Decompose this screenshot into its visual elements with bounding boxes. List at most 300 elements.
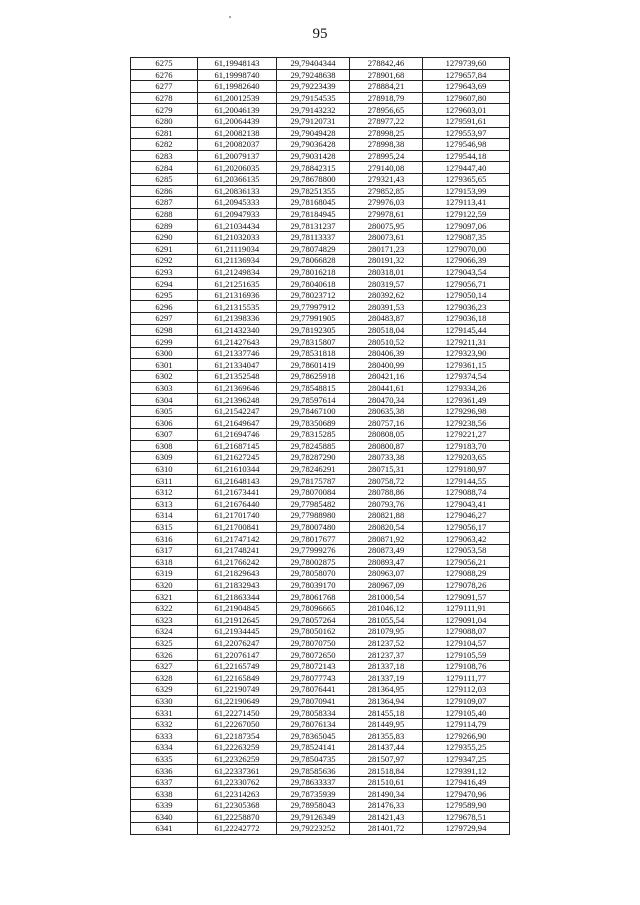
point-number-cell: 6329 [131,684,198,696]
table-row [131,707,510,719]
y-coordinate-cell: 1279111,77 [423,672,510,684]
x-coordinate-cell: 280470,34 [350,394,423,406]
table-row [131,382,510,394]
table-row [131,150,510,162]
longitude-cell: 29,78350689 [277,417,350,429]
y-coordinate-cell: 1279053,58 [423,544,510,556]
latitude-cell: 61,22314263 [198,788,277,800]
y-coordinate-cell: 1279063,42 [423,533,510,545]
longitude-cell: 29,78039170 [277,579,350,591]
latitude-cell: 61,21337746 [198,347,277,359]
x-coordinate-cell: 281490,34 [350,788,423,800]
longitude-cell: 29,78315285 [277,429,350,441]
point-number-cell: 6323 [131,614,198,626]
latitude-cell: 61,21249834 [198,266,277,278]
x-coordinate-cell: 280483,87 [350,313,423,325]
latitude-cell: 61,20012539 [198,92,277,104]
latitude-cell: 61,19948143 [198,58,277,70]
point-number-cell: 6305 [131,405,198,417]
table-row [131,208,510,220]
latitude-cell: 61,21748241 [198,544,277,556]
latitude-cell: 61,21829643 [198,568,277,580]
y-coordinate-cell: 1279088,74 [423,486,510,498]
y-coordinate-cell: 1279144,55 [423,475,510,487]
latitude-cell: 61,22190649 [198,695,277,707]
point-number-cell: 6294 [131,278,198,290]
point-number-cell: 6282 [131,139,198,151]
x-coordinate-cell: 281055,54 [350,614,423,626]
table-row [131,660,510,672]
x-coordinate-cell: 280392,62 [350,289,423,301]
longitude-cell: 29,78735939 [277,788,350,800]
longitude-cell: 29,77988980 [277,510,350,522]
x-coordinate-cell: 278842,46 [350,58,423,70]
longitude-cell: 29,78076134 [277,718,350,730]
y-coordinate-cell: 1279553,97 [423,127,510,139]
x-coordinate-cell: 280406,39 [350,347,423,359]
latitude-cell: 61,20836133 [198,185,277,197]
point-number-cell: 6299 [131,336,198,348]
x-coordinate-cell: 280073,61 [350,231,423,243]
longitude-cell: 29,78058070 [277,568,350,580]
table-row [131,637,510,649]
y-coordinate-cell: 1279078,26 [423,579,510,591]
x-coordinate-cell: 280715,31 [350,463,423,475]
latitude-cell: 61,21934445 [198,626,277,638]
point-number-cell: 6279 [131,104,198,116]
table-row [131,544,510,556]
table-row [131,695,510,707]
latitude-cell: 61,20945333 [198,197,277,209]
latitude-cell: 61,20947933 [198,208,277,220]
table-row [131,255,510,267]
x-coordinate-cell: 281421,43 [350,811,423,823]
point-number-cell: 6304 [131,394,198,406]
table-row [131,776,510,788]
y-coordinate-cell: 1279056,21 [423,556,510,568]
latitude-cell: 61,20079137 [198,150,277,162]
latitude-cell: 61,21542247 [198,405,277,417]
x-coordinate-cell: 279978,61 [350,208,423,220]
scan-speck [229,16,231,18]
y-coordinate-cell: 1279036,23 [423,301,510,313]
y-coordinate-cell: 1279066,39 [423,255,510,267]
table-row [131,591,510,603]
point-number-cell: 6335 [131,753,198,765]
y-coordinate-cell: 1279203,65 [423,452,510,464]
x-coordinate-cell: 279140,08 [350,162,423,174]
point-number-cell: 6285 [131,173,198,185]
longitude-cell: 29,78315807 [277,336,350,348]
longitude-cell: 29,78072650 [277,649,350,661]
point-number-cell: 6331 [131,707,198,719]
longitude-cell: 29,78076441 [277,684,350,696]
point-number-cell: 6321 [131,591,198,603]
x-coordinate-cell: 280757,16 [350,417,423,429]
longitude-cell: 29,78066828 [277,255,350,267]
page-number: 95 [312,26,328,42]
longitude-cell: 29,78633337 [277,776,350,788]
y-coordinate-cell: 1279221,27 [423,429,510,441]
y-coordinate-cell: 1279043,41 [423,498,510,510]
y-coordinate-cell: 1279036,18 [423,313,510,325]
latitude-cell: 61,22258870 [198,811,277,823]
point-number-cell: 6310 [131,463,198,475]
point-number-cell: 6340 [131,811,198,823]
y-coordinate-cell: 1279113,41 [423,197,510,209]
y-coordinate-cell: 1279211,31 [423,336,510,348]
table-row [131,197,510,209]
y-coordinate-cell: 1279111,91 [423,602,510,614]
table-row [131,463,510,475]
y-coordinate-cell: 1279447,40 [423,162,510,174]
point-number-cell: 6326 [131,649,198,661]
latitude-cell: 61,21648143 [198,475,277,487]
longitude-cell: 29,78625918 [277,371,350,383]
latitude-cell: 61,21610344 [198,463,277,475]
point-number-cell: 6277 [131,81,198,93]
coordinates-table [130,57,510,835]
longitude-cell: 29,78077743 [277,672,350,684]
table-row [131,92,510,104]
point-number-cell: 6276 [131,69,198,81]
longitude-cell: 29,78096665 [277,602,350,614]
longitude-cell: 29,78597614 [277,394,350,406]
table-row [131,533,510,545]
y-coordinate-cell: 1279105,59 [423,649,510,661]
longitude-cell: 29,79404344 [277,58,350,70]
latitude-cell: 61,21316936 [198,289,277,301]
longitude-cell: 29,78251355 [277,185,350,197]
x-coordinate-cell: 278918,79 [350,92,423,104]
y-coordinate-cell: 1279334,26 [423,382,510,394]
y-coordinate-cell: 1279109,07 [423,695,510,707]
table-row [131,765,510,777]
x-coordinate-cell: 280518,04 [350,324,423,336]
latitude-cell: 61,21396248 [198,394,277,406]
x-coordinate-cell: 278977,22 [350,115,423,127]
y-coordinate-cell: 1279374,54 [423,371,510,383]
table-row [131,162,510,174]
table-row [131,498,510,510]
latitude-cell: 61,22337361 [198,765,277,777]
y-coordinate-cell: 1279591,61 [423,115,510,127]
x-coordinate-cell: 280319,57 [350,278,423,290]
x-coordinate-cell: 281337,19 [350,672,423,684]
x-coordinate-cell: 279976,03 [350,197,423,209]
point-number-cell: 6336 [131,765,198,777]
latitude-cell: 61,21119034 [198,243,277,255]
longitude-cell: 29,78246291 [277,463,350,475]
x-coordinate-cell: 281046,12 [350,602,423,614]
longitude-cell: 29,78016218 [277,266,350,278]
latitude-cell: 61,22305368 [198,800,277,812]
y-coordinate-cell: 1279391,12 [423,765,510,777]
y-coordinate-cell: 1279544,18 [423,150,510,162]
y-coordinate-cell: 1279416,49 [423,776,510,788]
table-row [131,127,510,139]
y-coordinate-cell: 1279470,96 [423,788,510,800]
longitude-cell: 29,78585636 [277,765,350,777]
point-number-cell: 6338 [131,788,198,800]
table-row [131,336,510,348]
table-row [131,684,510,696]
longitude-cell: 29,78531818 [277,347,350,359]
longitude-cell: 29,78365045 [277,730,350,742]
table-row [131,104,510,116]
latitude-cell: 61,21673441 [198,486,277,498]
point-number-cell: 6317 [131,544,198,556]
longitude-cell: 29,79031428 [277,150,350,162]
point-number-cell: 6287 [131,197,198,209]
point-number-cell: 6275 [131,58,198,70]
latitude-cell: 61,20206035 [198,162,277,174]
x-coordinate-cell: 280733,38 [350,452,423,464]
y-coordinate-cell: 1279091,04 [423,614,510,626]
x-coordinate-cell: 279852,85 [350,185,423,197]
table-row [131,243,510,255]
latitude-cell: 61,21352548 [198,371,277,383]
longitude-cell: 29,77999276 [277,544,350,556]
table-row [131,301,510,313]
x-coordinate-cell: 278884,21 [350,81,423,93]
table-row [131,475,510,487]
y-coordinate-cell: 1279087,35 [423,231,510,243]
x-coordinate-cell: 279321,43 [350,173,423,185]
x-coordinate-cell: 280873,49 [350,544,423,556]
longitude-cell: 29,78023712 [277,289,350,301]
y-coordinate-cell: 1279153,99 [423,185,510,197]
y-coordinate-cell: 1279145,44 [423,324,510,336]
latitude-cell: 61,21687145 [198,440,277,452]
longitude-cell: 29,78131237 [277,220,350,232]
y-coordinate-cell: 1279296,98 [423,405,510,417]
point-number-cell: 6280 [131,115,198,127]
x-coordinate-cell: 278995,24 [350,150,423,162]
latitude-cell: 61,21315535 [198,301,277,313]
table-row [131,429,510,441]
point-number-cell: 6312 [131,486,198,498]
x-coordinate-cell: 281476,33 [350,800,423,812]
y-coordinate-cell: 1279361,15 [423,359,510,371]
x-coordinate-cell: 280871,92 [350,533,423,545]
x-coordinate-cell: 281000,54 [350,591,423,603]
longitude-cell: 29,78070941 [277,695,350,707]
latitude-cell: 61,20064439 [198,115,277,127]
table-row [131,359,510,371]
y-coordinate-cell: 1279678,51 [423,811,510,823]
table-row [131,811,510,823]
longitude-cell: 29,78601419 [277,359,350,371]
latitude-cell: 61,21700841 [198,521,277,533]
table-row [131,730,510,742]
table-row [131,289,510,301]
table-row [131,313,510,325]
x-coordinate-cell: 281518,84 [350,765,423,777]
point-number-cell: 6322 [131,602,198,614]
point-number-cell: 6290 [131,231,198,243]
point-number-cell: 6341 [131,823,198,835]
latitude-cell: 61,21136934 [198,255,277,267]
y-coordinate-cell: 1279729,94 [423,823,510,835]
latitude-cell: 61,22263259 [198,742,277,754]
y-coordinate-cell: 1279365,65 [423,173,510,185]
latitude-cell: 61,21334047 [198,359,277,371]
x-coordinate-cell: 278956,65 [350,104,423,116]
longitude-cell: 29,77985482 [277,498,350,510]
longitude-cell: 29,79120731 [277,115,350,127]
table-row [131,800,510,812]
x-coordinate-cell: 280441,61 [350,382,423,394]
point-number-cell: 6281 [131,127,198,139]
point-number-cell: 6306 [131,417,198,429]
table-row [131,602,510,614]
y-coordinate-cell: 1279091,57 [423,591,510,603]
longitude-cell: 29,78040618 [277,278,350,290]
latitude-cell: 61,22242772 [198,823,277,835]
longitude-cell: 29,79223252 [277,823,350,835]
latitude-cell: 61,21032033 [198,231,277,243]
latitude-cell: 61,21694746 [198,429,277,441]
y-coordinate-cell: 1279603,01 [423,104,510,116]
x-coordinate-cell: 281510,61 [350,776,423,788]
point-number-cell: 6315 [131,521,198,533]
y-coordinate-cell: 1279088,07 [423,626,510,638]
table-row [131,405,510,417]
latitude-cell: 61,21701740 [198,510,277,522]
longitude-cell: 29,78467100 [277,405,350,417]
point-number-cell: 6292 [131,255,198,267]
x-coordinate-cell: 280171,23 [350,243,423,255]
latitude-cell: 61,22165849 [198,672,277,684]
table-row [131,753,510,765]
y-coordinate-cell: 1279104,57 [423,637,510,649]
table-row [131,521,510,533]
latitude-cell: 61,22326259 [198,753,277,765]
x-coordinate-cell: 281364,95 [350,684,423,696]
longitude-cell: 29,79248638 [277,69,350,81]
table-row [131,626,510,638]
y-coordinate-cell: 1279122,59 [423,208,510,220]
x-coordinate-cell: 281364,94 [350,695,423,707]
point-number-cell: 6288 [131,208,198,220]
x-coordinate-cell: 280820,54 [350,521,423,533]
x-coordinate-cell: 281237,52 [350,637,423,649]
latitude-cell: 61,21766242 [198,556,277,568]
longitude-cell: 29,78504735 [277,753,350,765]
longitude-cell: 29,78168045 [277,197,350,209]
point-number-cell: 6307 [131,429,198,441]
point-number-cell: 6283 [131,150,198,162]
latitude-cell: 61,21432340 [198,324,277,336]
latitude-cell: 61,21251635 [198,278,277,290]
y-coordinate-cell: 1279347,25 [423,753,510,765]
point-number-cell: 6330 [131,695,198,707]
point-number-cell: 6291 [131,243,198,255]
point-number-cell: 6334 [131,742,198,754]
x-coordinate-cell: 280318,01 [350,266,423,278]
x-coordinate-cell: 278901,68 [350,69,423,81]
point-number-cell: 6286 [131,185,198,197]
x-coordinate-cell: 281079,95 [350,626,423,638]
point-number-cell: 6318 [131,556,198,568]
y-coordinate-cell: 1279643,69 [423,81,510,93]
latitude-cell: 61,21034434 [198,220,277,232]
latitude-cell: 61,20046139 [198,104,277,116]
x-coordinate-cell: 280635,38 [350,405,423,417]
y-coordinate-cell: 1279050,14 [423,289,510,301]
x-coordinate-cell: 280075,95 [350,220,423,232]
x-coordinate-cell: 280788,86 [350,486,423,498]
latitude-cell: 61,21676440 [198,498,277,510]
longitude-cell: 29,79154535 [277,92,350,104]
longitude-cell: 29,78061768 [277,591,350,603]
table-row [131,486,510,498]
latitude-cell: 61,21747142 [198,533,277,545]
latitude-cell: 61,21427643 [198,336,277,348]
point-number-cell: 6332 [131,718,198,730]
x-coordinate-cell: 280510,52 [350,336,423,348]
table-row [131,614,510,626]
table-row [131,823,510,835]
table-row [131,417,510,429]
y-coordinate-cell: 1279238,56 [423,417,510,429]
point-number-cell: 6278 [131,92,198,104]
y-coordinate-cell: 1279589,90 [423,800,510,812]
longitude-cell: 29,77991905 [277,313,350,325]
table-row [131,185,510,197]
point-number-cell: 6316 [131,533,198,545]
x-coordinate-cell: 281337,18 [350,660,423,672]
longitude-cell: 29,78192305 [277,324,350,336]
latitude-cell: 61,21912645 [198,614,277,626]
longitude-cell: 29,78050162 [277,626,350,638]
x-coordinate-cell: 280191,32 [350,255,423,267]
point-number-cell: 6339 [131,800,198,812]
table-row [131,556,510,568]
point-number-cell: 6308 [131,440,198,452]
y-coordinate-cell: 1279056,71 [423,278,510,290]
latitude-cell: 61,19982640 [198,81,277,93]
table-row [131,440,510,452]
table-row [131,139,510,151]
point-number-cell: 6295 [131,289,198,301]
x-coordinate-cell: 281455,18 [350,707,423,719]
y-coordinate-cell: 1279546,98 [423,139,510,151]
latitude-cell: 61,22076147 [198,649,277,661]
point-number-cell: 6296 [131,301,198,313]
longitude-cell: 29,78072143 [277,660,350,672]
point-number-cell: 6309 [131,452,198,464]
point-number-cell: 6301 [131,359,198,371]
longitude-cell: 29,78007480 [277,521,350,533]
table-row [131,266,510,278]
x-coordinate-cell: 280400,99 [350,359,423,371]
point-number-cell: 6297 [131,313,198,325]
x-coordinate-cell: 280391,53 [350,301,423,313]
table-row [131,115,510,127]
point-number-cell: 6328 [131,672,198,684]
point-number-cell: 6313 [131,498,198,510]
table-row [131,742,510,754]
x-coordinate-cell: 281507,97 [350,753,423,765]
latitude-cell: 61,22267050 [198,718,277,730]
longitude-cell: 29,78678800 [277,173,350,185]
y-coordinate-cell: 1279607,80 [423,92,510,104]
table-row [131,672,510,684]
longitude-cell: 29,78287290 [277,452,350,464]
table-row [131,69,510,81]
